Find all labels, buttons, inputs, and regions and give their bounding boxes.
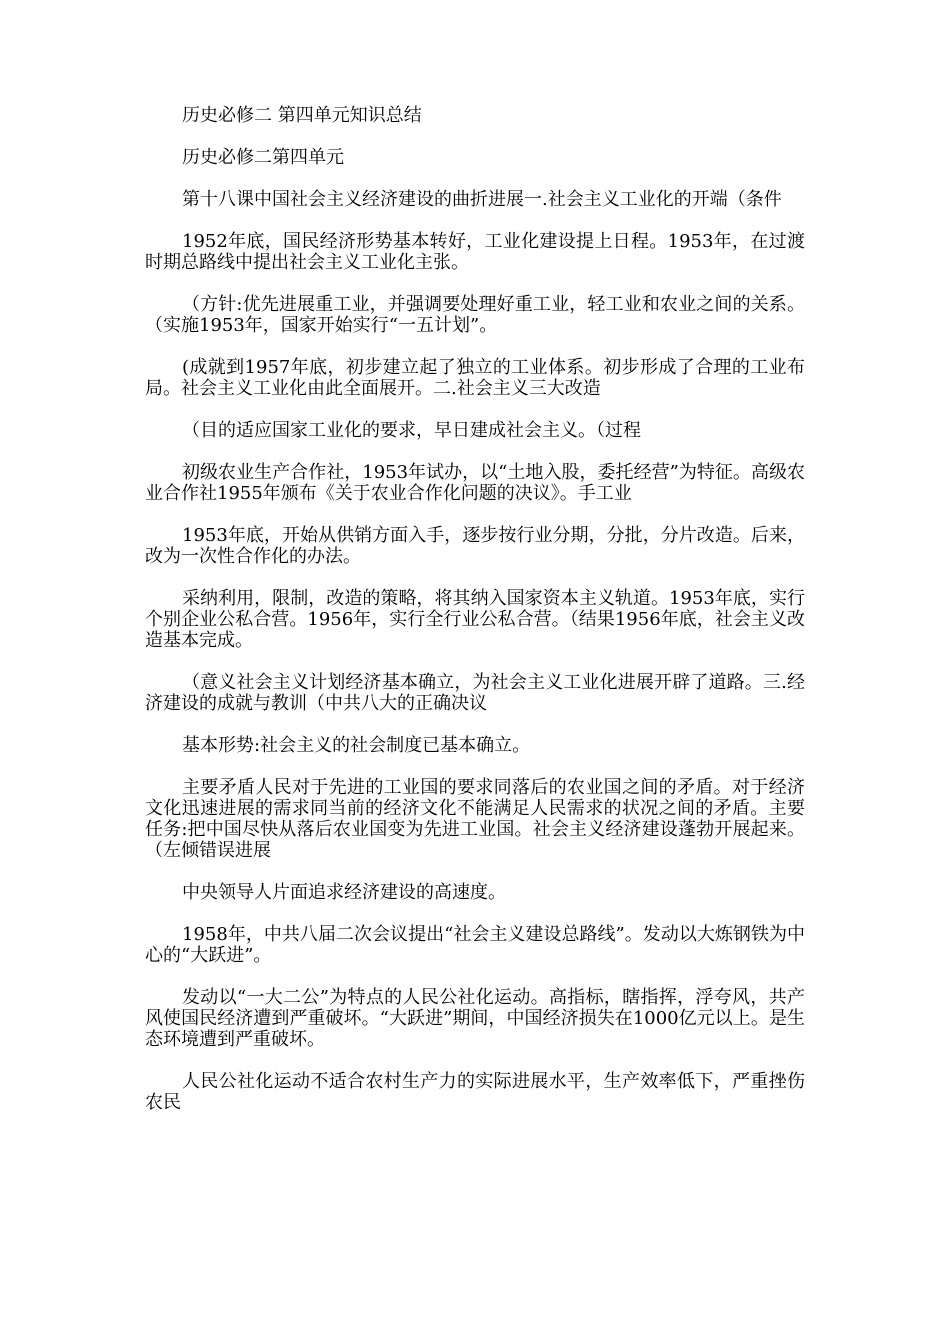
paragraph: 采纳利用，限制，改造的策略，将其纳入国家资本主义轨道。1953年底，实行个别企业公私合营。1956年，实行全行业公私合营。（结果1956年底，社会主义改造基本完成。 (145, 588, 805, 651)
document-title: 历史必修二 第四单元知识总结 (182, 105, 422, 126)
paragraph: 1952年底，国民经济形势基本转好，工业化建设提上日程。1953年，在过渡时期总路线中提出社会主义工业化主张。 (145, 231, 805, 273)
document-subtitle: 历史必修二第四单元 (182, 147, 344, 168)
paragraph: 人民公社化运动不适合农村生产力的实际进展水平，生产效率低下，严重挫伤农民 (145, 1071, 805, 1113)
paragraph: 中央领导人片面追求经济建设的高速度。 (182, 882, 506, 903)
paragraph: （方针:优先进展重工业，并强调要处理好重工业，轻工业和农业之间的关系。（实施1953年，国家开始实行“一五计划”。 (145, 294, 805, 336)
paragraph: 1958年，中共八届二次会议提出“社会主义建设总路线”。发动以大炼钢铁为中心的“大跃进”。 (145, 924, 805, 966)
paragraph: (成就到1957年底，初步建立起了独立的工业体系。初步形成了合理的工业布局。社会主义工业化由此全面展开。二.社会主义三大改造 (145, 357, 805, 399)
paragraph: 初级农业生产合作社，1953年试办，以“土地入股，委托经营”为特征。高级农业合作社1955年颁布《关于农业合作化问题的决议》。手工业 (145, 462, 805, 504)
paragraph: （意义社会主义计划经济基本确立，为社会主义工业化进展开辟了道路。三.经济建设的成就与教训（中共八大的正确决议 (145, 672, 805, 714)
paragraph: （目的适应国家工业化的要求，早日建成社会主义。（过程 (182, 420, 641, 441)
paragraph: 主要矛盾人民对于先进的工业国的要求同落后的农业国之间的矛盾。对于经济文化迅速进展的需求同当前的经济文化不能满足人民需求的状况之间的矛盾。主要任务:把中国尽快从落后农业国变为先进工业国。社会主义经济建设蓬勃开展起来。（左倾错误进展 (145, 777, 805, 861)
paragraph: 基本形势:社会主义的社会制度已基本确立。 (182, 735, 531, 756)
document-page (145, 105, 805, 1134)
paragraph: 发动以“一大二公”为特点的人民公社化运动。高指标，瞎指挥，浮夸风，共产风使国民经济遭到严重破坏。“大跃进”期间，中国经济损失在1000亿元以上。是生态环境遭到严重破坏。 (145, 987, 805, 1050)
paragraph: 第十八课中国社会主义经济建设的曲折进展一.社会主义工业化的开端（条件 (182, 189, 782, 210)
paragraph: 1953年底，开始从供销方面入手，逐步按行业分期，分批，分片改造。后来，改为一次性合作化的办法。 (145, 525, 805, 567)
